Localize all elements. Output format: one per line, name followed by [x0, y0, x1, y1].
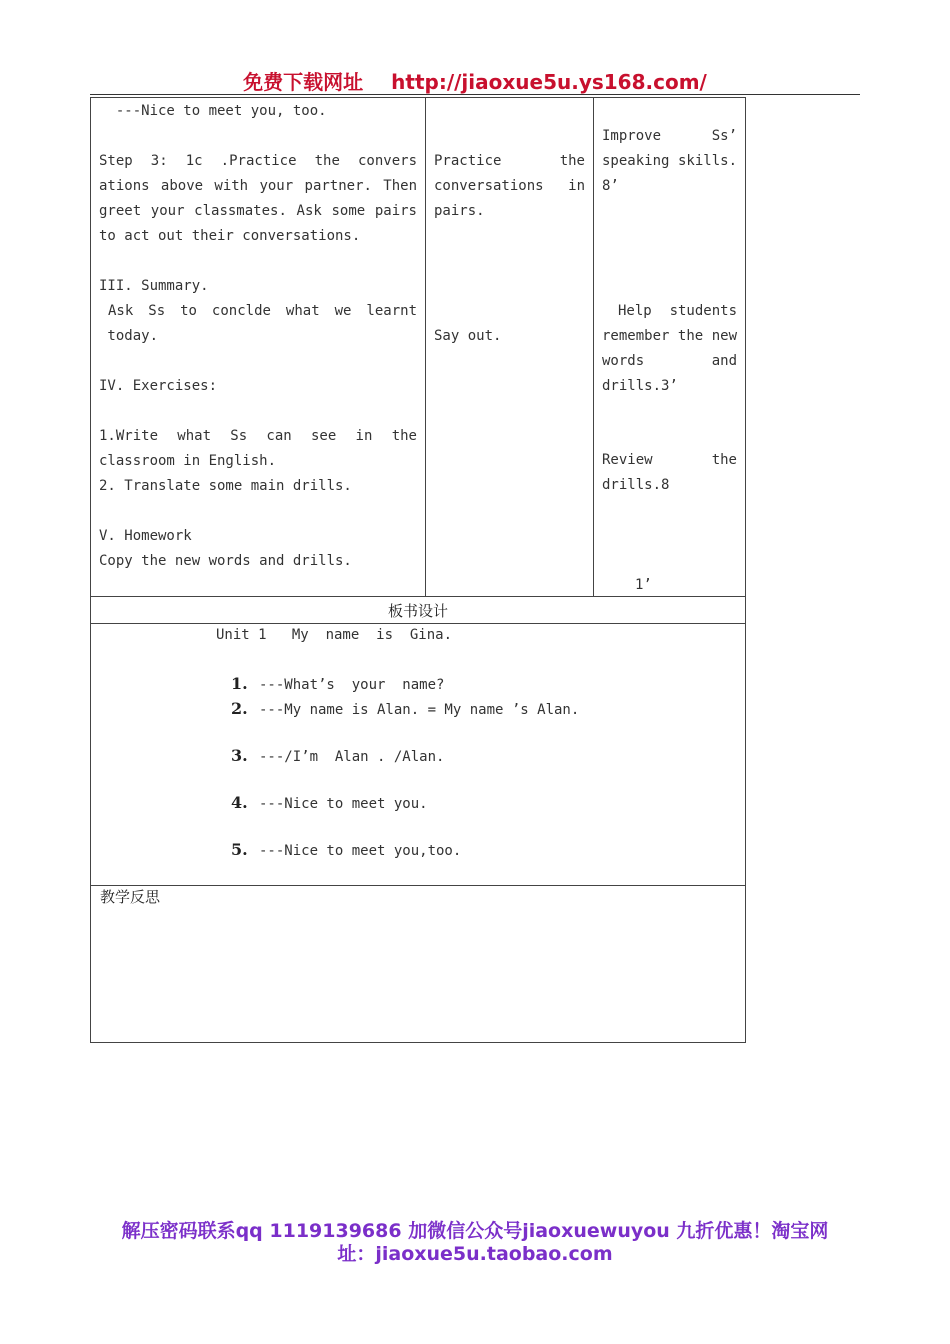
header-url[interactable]: http://jiaoxue5u.ys168.com/ [391, 70, 707, 94]
step-line: ---Nice to meet you, too. [99, 103, 327, 119]
purpose-improve: Improve Ss’ speaking skills. 8’ [602, 128, 737, 194]
step-line: ations above with your partner. Then [99, 178, 417, 194]
step-line [99, 249, 417, 274]
step-line [99, 349, 417, 374]
board-unit-title: Unit 1 My name is Gina. [216, 627, 453, 643]
page-header [0, 66, 950, 95]
board-item: 2. ---My name is Alan. = My name ’s Alan. [231, 699, 580, 718]
step-line [99, 399, 417, 424]
purpose-help: Help students remember the new words and drills.3’ [602, 303, 737, 394]
step-line: IV. Exercises: [99, 378, 218, 394]
column-divider-2 [593, 97, 594, 597]
student-activity-practice: Practice the conversations in pairs. [434, 153, 585, 219]
step-line [99, 124, 417, 149]
board-item: 4. ---Nice to meet you. [231, 793, 428, 812]
step-line: Step 3: 1c .Practice the convers [99, 153, 417, 169]
header-divider [90, 94, 860, 95]
reflection-box [90, 885, 746, 1043]
footer-line-1: 解压密码联系qq 1119139686 加微信公众号jiaoxuewuyou 九折优惠！淘宝网 [121, 1220, 829, 1242]
step-line: V. Homework [99, 528, 192, 544]
step-line [99, 499, 417, 524]
column-divider-1 [425, 97, 426, 597]
step-line: III. Summary. [99, 278, 209, 294]
step-line: greet your classmates. Ask some pairs [99, 203, 417, 219]
teacher-steps-cell [99, 99, 417, 574]
purpose-review: Review the drills.8 [602, 452, 737, 493]
step-line: 1.Write what Ss can see in the [99, 428, 417, 444]
header-label: 免费下载网址 [243, 70, 364, 94]
footer-line-2[interactable]: 址：jiaoxue5u.taobao.com [337, 1243, 613, 1265]
board-item: 3. ---/I’m Alan . /Alan. [231, 746, 445, 765]
step-line: Copy the new words and drills. [99, 553, 352, 569]
board-title: 板书设计 [387, 602, 448, 620]
student-activity-say-out: Say out. [434, 328, 502, 344]
step-line: to act out their conversations. [99, 228, 361, 244]
board-item: 1. ---What’s your name? [231, 674, 445, 693]
reflection-label: 教学反思 [100, 888, 161, 906]
purpose-time: 1’ [635, 577, 652, 593]
step-line: classroom in English. [99, 453, 277, 469]
step-line: 2. Translate some main drills. [99, 478, 352, 494]
step-line: today. [99, 328, 159, 344]
board-item: 5. ---Nice to meet you,too. [231, 840, 462, 859]
step-line: Ask Ss to conclde what we learnt [108, 303, 417, 319]
